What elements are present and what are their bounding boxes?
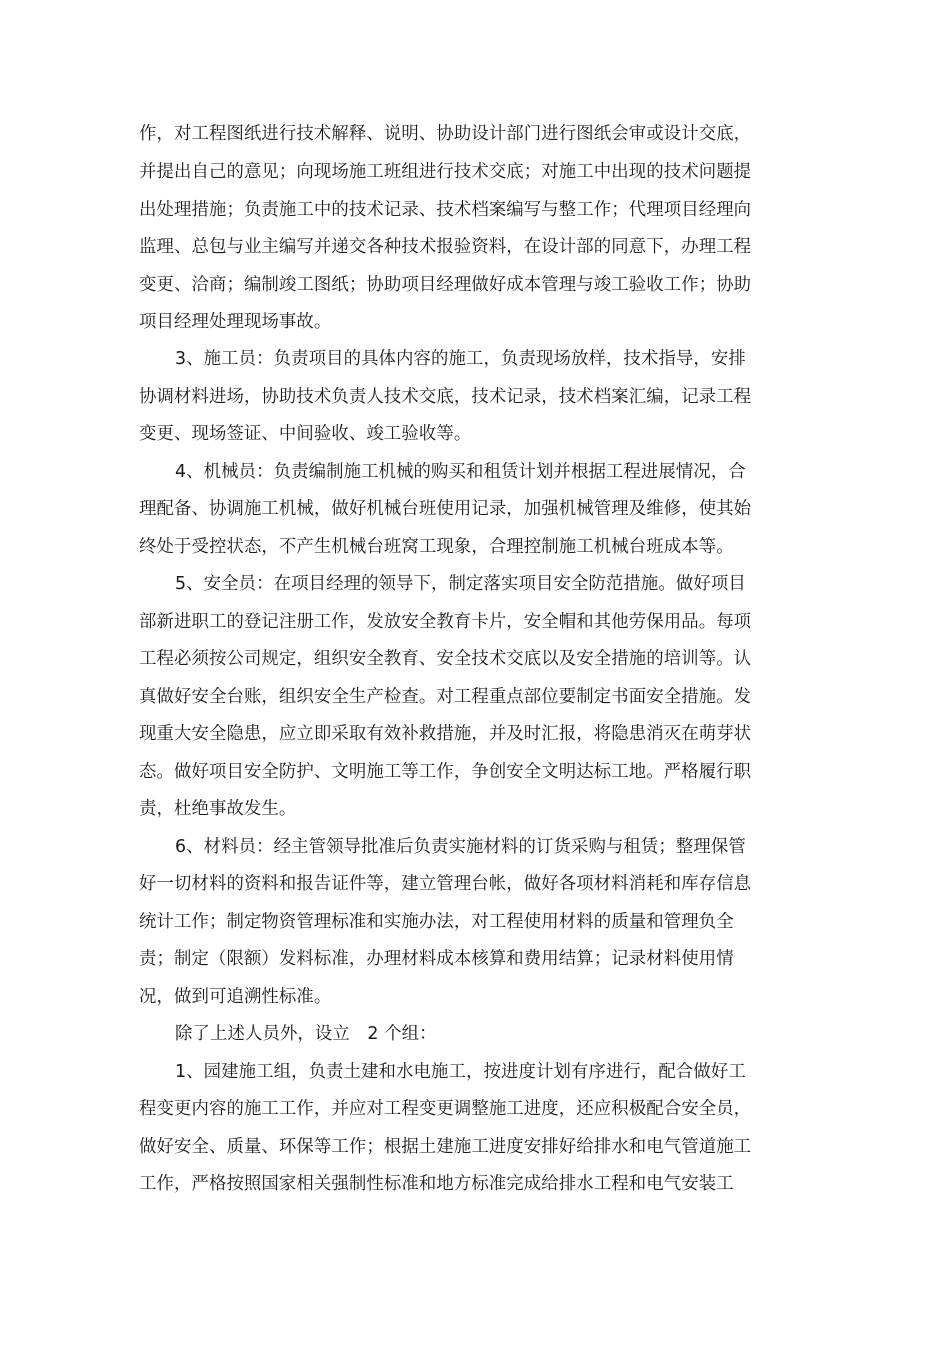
body-text-line: 部新进职工的登记注册工作，发放安全教育卡片，安全帽和其他劳保用品。每项 [139,612,752,632]
paragraph-first-line: 除了上述人员外，设立 2 个组： [175,1024,437,1044]
body-text-line: 真做好安全台账，组织安全生产检查。对工程重点部位要制定书面安全措施。发 [139,687,752,707]
body-text-line: 终处于受控状态，不产生机械台班窝工现象，合理控制施工机械台班成本等。 [139,537,734,557]
body-text-line: 作，对工程图纸进行技术解释、说明、协助设计部门进行图纸会审或设计交底， [139,124,752,144]
body-text-line: 监理、总包与业主编写并递交各种技术报验资料，在设计部的同意下，办理工程 [139,237,752,257]
body-text-line: 协调材料进场，协助技术负责人技术交底，技术记录，技术档案汇编，记录工程 [139,387,752,407]
body-text-line: 工程必须按公司规定，组织安全教育、安全技术交底以及安全措施的培训等。认 [139,649,752,669]
body-text-line: 工作，严格按照国家相关强制性标准和地方标准完成给排水工程和电气安装工 [139,1174,734,1194]
body-text-line: 变更、现场签证、中间验收、竣工验收等。 [139,424,472,444]
body-text-line: 责；制定（限额）发料标准，办理材料成本核算和费用结算；记录材料使用情 [139,949,734,969]
body-text-line: 并提出自己的意见；向现场施工班组进行技术交底；对施工中出现的技术问题提 [139,162,752,182]
body-text-line: 项目经理处理现场事故。 [139,312,332,332]
body-text-line: 态。做好项目安全防护、文明施工等工作，争创安全文明达标工地。严格履行职 [139,762,752,782]
body-text-line: 理配备、协调施工机械，做好机械台班使用记录，加强机械管理及维修，使其始 [139,499,752,519]
body-text-line: 变更、洽商；编制竣工图纸；协助项目经理做好成本管理与竣工验收工作；协助 [139,275,752,295]
body-text-line: 出处理措施；负责施工中的技术记录、技术档案编写与整工作；代理项目经理向 [139,200,752,220]
paragraph-first-line: 4、机械员：负责编制施工机械的购买和租赁计划并根据工程进展情况，合 [175,462,746,482]
body-text-line: 统计工作；制定物资管理标准和实施办法，对工程使用材料的质量和管理负全 [139,912,734,932]
body-text-line: 程变更内容的施工工作，并应对工程变更调整施工进度，还应积极配合安全员， [139,1099,752,1119]
paragraph-first-line: 5、安全员：在项目经理的领导下，制定落实项目安全防范措施。做好项目 [175,574,746,594]
body-text-line: 况，做到可追溯性标准。 [139,987,332,1007]
body-text-line: 好一切材料的资料和报告证件等，建立管理台帐，做好各项材料消耗和库存信息 [139,874,752,894]
body-text-line: 责，杜绝事故发生。 [139,799,297,819]
paragraph-first-line: 3、施工员：负责项目的具体内容的施工，负责现场放样，技术指导，安排 [175,349,746,369]
paragraph-first-line: 1、园建施工组，负责土建和水电施工，按进度计划有序进行，配合做好工 [175,1062,746,1082]
paragraph-first-line: 6、材料员：经主管领导批准后负责实施材料的订货采购与租赁；整理保管 [175,837,746,857]
body-text-line: 现重大安全隐患，应立即采取有效补救措施，并及时汇报，将隐患消灭在萌芽状 [139,724,752,744]
body-text-line: 做好安全、质量、环保等工作；根据土建施工进度安排好给排水和电气管道施工 [139,1137,752,1157]
